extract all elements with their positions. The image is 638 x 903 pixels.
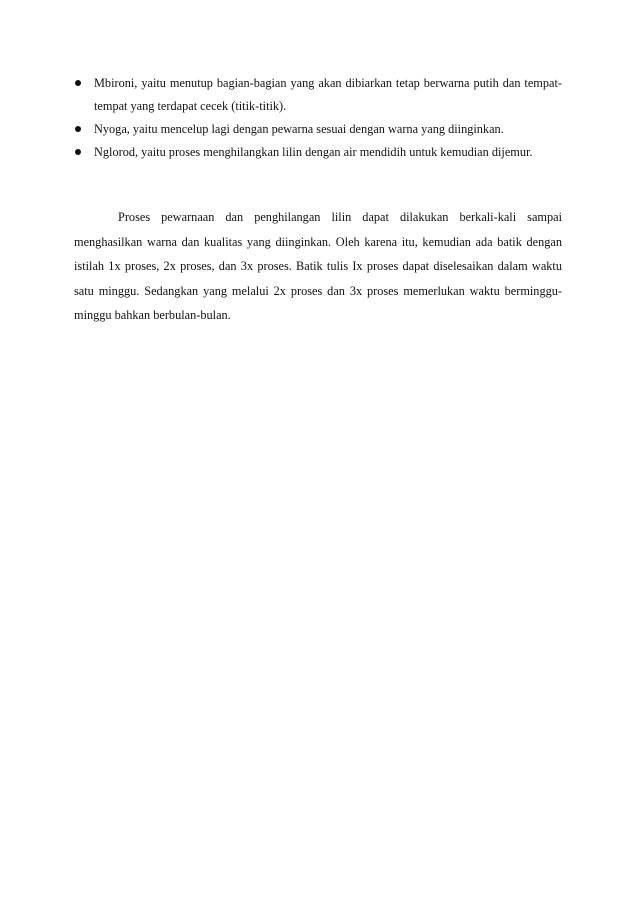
- bullet-icon: [75, 80, 81, 86]
- body-paragraph: Proses pewarnaan dan penghilangan lilin dapat dilakukan berkali-kali sampai menghasilkan warna dan kualitas yang diinginkan. Oleh karena itu, kemudian ada batik dengan istilah 1x proses, 2x proses, dan 3x proses. Batik tulis Ix proses dapat diselesaikan dalam waktu satu minggu. Sedangkan yang melalui 2x proses dan 3x proses memerlukan waktu berminggu-minggu bahkan berbulan-bulan.: [74, 210, 562, 323]
- list-item-nyoga: [74, 118, 562, 141]
- process-step-list: [74, 72, 562, 164]
- list-item-text: Nglorod, yaitu proses menghilangkan lilin dengan air mendidih untuk kemudian dijemur.: [94, 145, 533, 159]
- list-item-text: Mbironi, yaitu menutup bagian-bagian yang akan dibiarkan tetap berwarna putih dan tempat-tempat yang terdapat cecek (titik-titik).: [94, 76, 562, 113]
- list-item-mbironi: [74, 72, 562, 118]
- list-item-text: Nyoga, yaitu mencelup lagi dengan pewarna sesuai dengan warna yang diinginkan.: [94, 122, 504, 136]
- bullet-icon: [75, 126, 81, 132]
- bullet-icon: [75, 149, 81, 155]
- list-item-nglorod: [74, 141, 562, 164]
